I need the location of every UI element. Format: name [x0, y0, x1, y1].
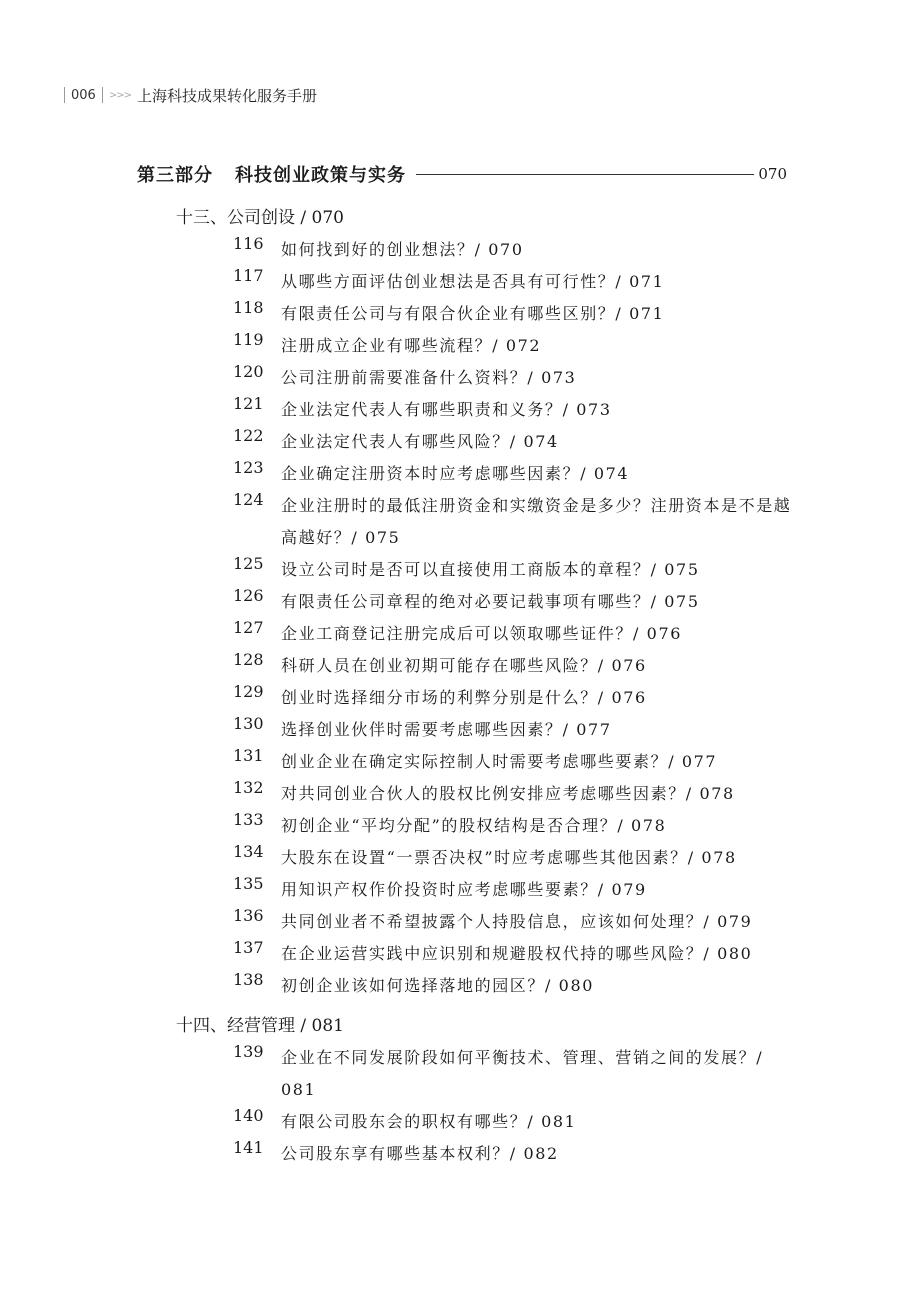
header-bar-right	[102, 87, 103, 103]
entry-text: 用知识产权作价投资时应考虑哪些要素？/ 079	[281, 880, 647, 899]
entry-text: 公司股东享有哪些基本权利？/ 082	[281, 1144, 559, 1163]
entry-text: 企业法定代表人有哪些职责和义务？/ 073	[281, 400, 612, 419]
entry-number: 132	[233, 778, 264, 797]
entry-number: 131	[233, 746, 264, 765]
entry-text: 企业注册时的最低注册资金和实缴资金是多少？注册资本是不是越高越好？/ 075	[281, 496, 792, 547]
entry-number: 122	[233, 426, 264, 445]
entry-text: 共同创业者不希望披露个人持股信息，应该如何处理？/ 079	[281, 912, 753, 931]
part-heading[interactable]	[137, 160, 787, 188]
entry-number: 117	[233, 266, 264, 285]
entry-number: 128	[233, 650, 264, 669]
running-header	[58, 84, 317, 106]
entry-number: 118	[233, 298, 264, 317]
entry-text: 创业企业在确定实际控制人时需要考虑哪些要素？/ 077	[281, 752, 718, 771]
entry-number: 124	[233, 490, 264, 509]
entry-text: 有限公司股东会的职权有哪些？/ 081	[281, 1112, 577, 1131]
entry-text: 企业确定注册资本时应考虑哪些因素？/ 074	[281, 464, 630, 483]
entry-text: 设立公司时是否可以直接使用工商版本的章程？/ 075	[281, 560, 700, 579]
entry-text: 企业法定代表人有哪些风险？/ 074	[281, 432, 559, 451]
entry-number: 121	[233, 394, 264, 413]
entry-number: 125	[233, 554, 264, 573]
entry-number: 137	[233, 938, 264, 957]
entry-text: 科研人员在创业初期可能存在哪些风险？/ 076	[281, 656, 647, 675]
entry-text: 大股东在设置“一票否决权”时应考虑哪些其他因素？/ 078	[281, 848, 737, 867]
entry-text: 在企业运营实践中应识别和规避股权代持的哪些风险？/ 080	[281, 944, 753, 963]
entry-text: 企业工商登记注册完成后可以领取哪些证件？/ 076	[281, 624, 683, 643]
entry-text: 企业在不同发展阶段如何平衡技术、管理、营销之间的发展？/ 081	[281, 1048, 764, 1099]
book-title: 上海科技成果转化服务手册	[136, 86, 317, 105]
entry-text: 初创企业“平均分配”的股权结构是否合理？/ 078	[281, 816, 667, 835]
entry-number: 130	[233, 714, 264, 733]
entry-number: 116	[233, 234, 264, 253]
entry-text: 创业时选择细分市场的利弊分别是什么？/ 076	[281, 688, 647, 707]
page-number: 006	[71, 87, 96, 103]
entry-number: 141	[233, 1138, 264, 1157]
entry-number: 133	[233, 810, 264, 829]
entry-text: 从哪些方面评估创业想法是否具有可行性？/ 071	[281, 272, 665, 291]
entry-text: 初创企业该如何选择落地的园区？/ 080	[281, 976, 595, 995]
entry-number: 136	[233, 906, 264, 925]
chevron-icon: >>>	[108, 89, 131, 101]
entry-number: 123	[233, 458, 264, 477]
entry-number: 140	[233, 1106, 264, 1125]
part-page: 070	[758, 165, 787, 183]
entry-number: 139	[233, 1042, 264, 1061]
entry-text: 注册成立企业有哪些流程？/ 072	[281, 336, 542, 355]
entry-text: 选择创业伙伴时需要考虑哪些因素？/ 077	[281, 720, 612, 739]
entry-text: 有限责任公司章程的绝对必要记载事项有哪些？/ 075	[281, 592, 700, 611]
entry-number: 120	[233, 362, 264, 381]
entry-number: 138	[233, 970, 264, 989]
entry-number: 135	[233, 874, 264, 893]
entry-text: 公司注册前需要准备什么资料？/ 073	[281, 368, 577, 387]
entry-number: 129	[233, 682, 264, 701]
leader-line	[416, 174, 754, 175]
entry-number: 127	[233, 618, 264, 637]
entry-text: 如何找到好的创业想法？/ 070	[281, 240, 524, 259]
entry-text: 有限责任公司与有限合伙企业有哪些区别？/ 071	[281, 304, 665, 323]
entry-number: 134	[233, 842, 264, 861]
part-label: 第三部分	[137, 165, 213, 186]
entry-number: 119	[233, 330, 264, 349]
entry-text: 对共同创业合伙人的股权比例安排应考虑哪些因素？/ 078	[281, 784, 735, 803]
header-bar-left	[64, 87, 65, 103]
entry-number: 126	[233, 586, 264, 605]
section-heading-operations[interactable]: 十四、经营管理 / 081	[176, 1015, 344, 1036]
part-title: 科技创业政策与实务	[235, 165, 406, 186]
section-heading-company-setup[interactable]: 十三、公司创设 / 070	[176, 207, 344, 228]
